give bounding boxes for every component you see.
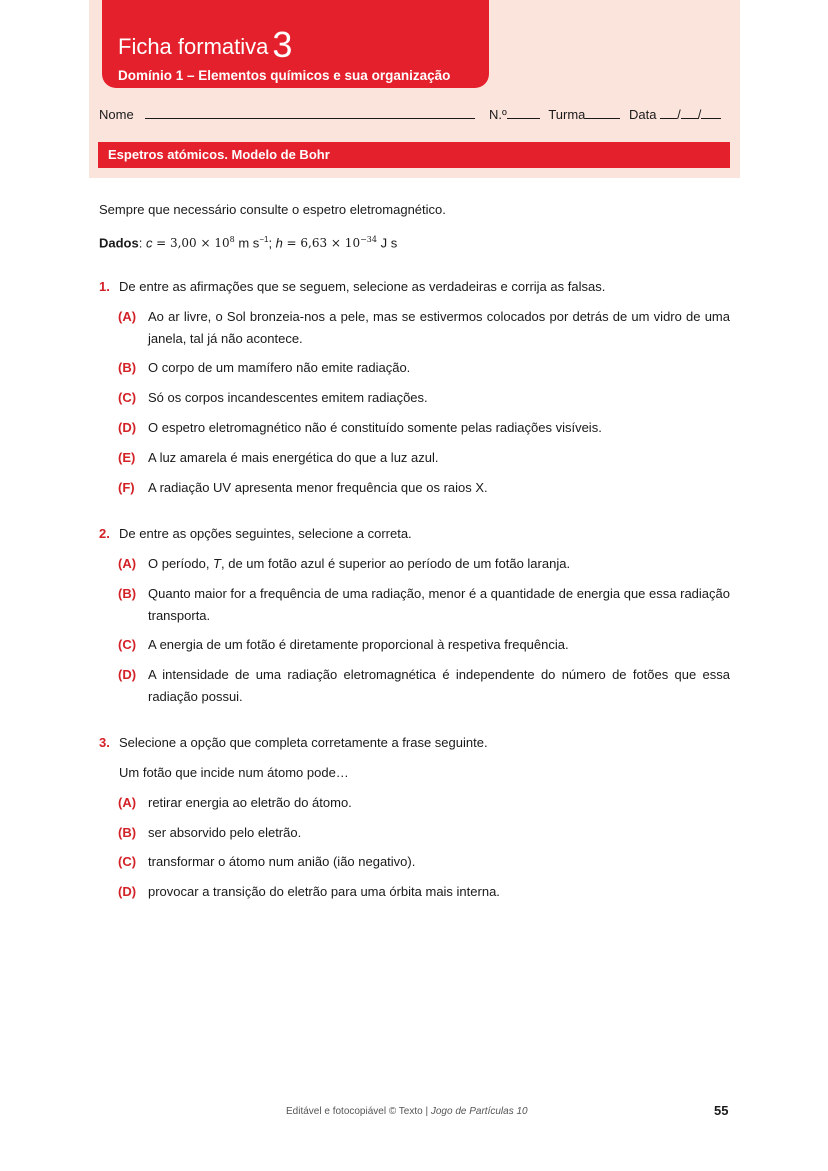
q1-option-e-letter: (E) bbox=[118, 450, 136, 465]
q2-option-a: O período, T, de um fotão azul é superior ao período de um fotão laranja. bbox=[148, 556, 571, 571]
number-label: N.º bbox=[488, 107, 507, 122]
q1-option-d-letter: (D) bbox=[118, 420, 137, 435]
question-1-text: De entre as afirmações que se seguem, selecione as verdadeiras e corrija as falsas. bbox=[119, 279, 606, 294]
q2-option-b-letter: (B) bbox=[118, 586, 137, 601]
question-3-text: Selecione a opção que completa corretamente a frase seguinte. bbox=[119, 735, 488, 750]
q3-option-a-letter: (A) bbox=[118, 795, 137, 810]
q1-option-f: A radiação UV apresenta menor frequência que os raios X. bbox=[148, 480, 488, 495]
q3-option-c: transformar o átomo num anião (ião negativo). bbox=[148, 854, 416, 869]
q1-option-b-letter: (B) bbox=[118, 360, 137, 375]
domain-subtitle: Domínio 1 – Elementos químicos e sua organização bbox=[118, 68, 451, 83]
worksheet-title: Ficha formativa 3 bbox=[118, 24, 293, 65]
q3-option-b: ser absorvido pelo eletrão. bbox=[148, 825, 302, 840]
number-field[interactable] bbox=[507, 107, 540, 119]
date-month-field[interactable] bbox=[681, 107, 698, 119]
q3-option-d: provocar a transição do eletrão para uma órbita mais interna. bbox=[148, 884, 500, 899]
q1-option-b: O corpo de um mamífero não emite radiação. bbox=[148, 360, 411, 375]
question-1-number: 1. bbox=[99, 279, 110, 294]
question-2-number: 2. bbox=[99, 526, 110, 541]
intro-text: Sempre que necessário consulte o espetro eletromagnético. bbox=[99, 202, 446, 217]
question-3-number: 3. bbox=[99, 735, 110, 750]
question-3-stem: Um fotão que incide num átomo pode… bbox=[119, 765, 349, 780]
date-year-field[interactable] bbox=[701, 107, 721, 119]
name-label: Nome bbox=[99, 107, 134, 122]
question-2-text: De entre as opções seguintes, selecione a correta. bbox=[119, 526, 412, 541]
date-day-field[interactable] bbox=[660, 107, 677, 119]
q1-option-a: Ao ar livre, o Sol bronzeia-nos a pele, mas se estivermos colocados por detrás de um vidro de uma janela, tal já não acontece. bbox=[148, 309, 730, 346]
q2-option-a-letter: (A) bbox=[118, 556, 137, 571]
worksheet-number: 3 bbox=[272, 24, 293, 65]
name-field[interactable] bbox=[145, 107, 475, 119]
constants-line: Dados: $c = 3,00 \times 10^8$ m $s^{-1}$; $h = 6,63 \times 10^{-34}$ J s bbox=[99, 235, 398, 251]
q2-option-c-letter: (C) bbox=[118, 637, 137, 652]
q3-option-d-letter: (D) bbox=[118, 884, 137, 899]
title-tab bbox=[102, 0, 489, 88]
q1-option-a-letter: (A) bbox=[118, 309, 137, 324]
date-label: Data bbox=[629, 107, 657, 122]
q1-option-f-letter: (F) bbox=[118, 480, 135, 495]
q1-option-c-letter: (C) bbox=[118, 390, 137, 405]
q2-option-d: A intensidade de uma radiação eletromagnética é independente do número de fotões que essa radiação possui. bbox=[148, 667, 730, 704]
section-title: Espetros atómicos. Modelo de Bohr bbox=[98, 142, 730, 168]
q1-option-e: A luz amarela é mais energética do que a luz azul. bbox=[148, 450, 439, 465]
footer-credit: Editável e fotocopiável © Texto | Jogo de Partículas 10 bbox=[286, 1106, 528, 1117]
q1-option-c: Só os corpos incandescentes emitem radiações. bbox=[148, 390, 428, 405]
class-label: Turma bbox=[548, 107, 586, 122]
q2-option-d-letter: (D) bbox=[118, 667, 137, 682]
student-info-line: Nome N.º Turma Data / / bbox=[99, 107, 731, 122]
q3-option-b-letter: (B) bbox=[118, 825, 137, 840]
q3-option-c-letter: (C) bbox=[118, 854, 137, 869]
q3-option-a: retirar energia ao eletrão do átomo. bbox=[148, 795, 352, 810]
page-number: 55 bbox=[714, 1103, 729, 1118]
q1-option-d: O espetro eletromagnético não é constituído somente pelas radiações visíveis. bbox=[148, 420, 602, 435]
q2-option-c: A energia de um fotão é diretamente proporcional à respetiva frequência. bbox=[148, 637, 569, 652]
class-field[interactable] bbox=[585, 107, 620, 119]
q2-option-b: Quanto maior for a frequência de uma radiação, menor é a quantidade de energia que essa radiação transporta. bbox=[148, 586, 730, 623]
